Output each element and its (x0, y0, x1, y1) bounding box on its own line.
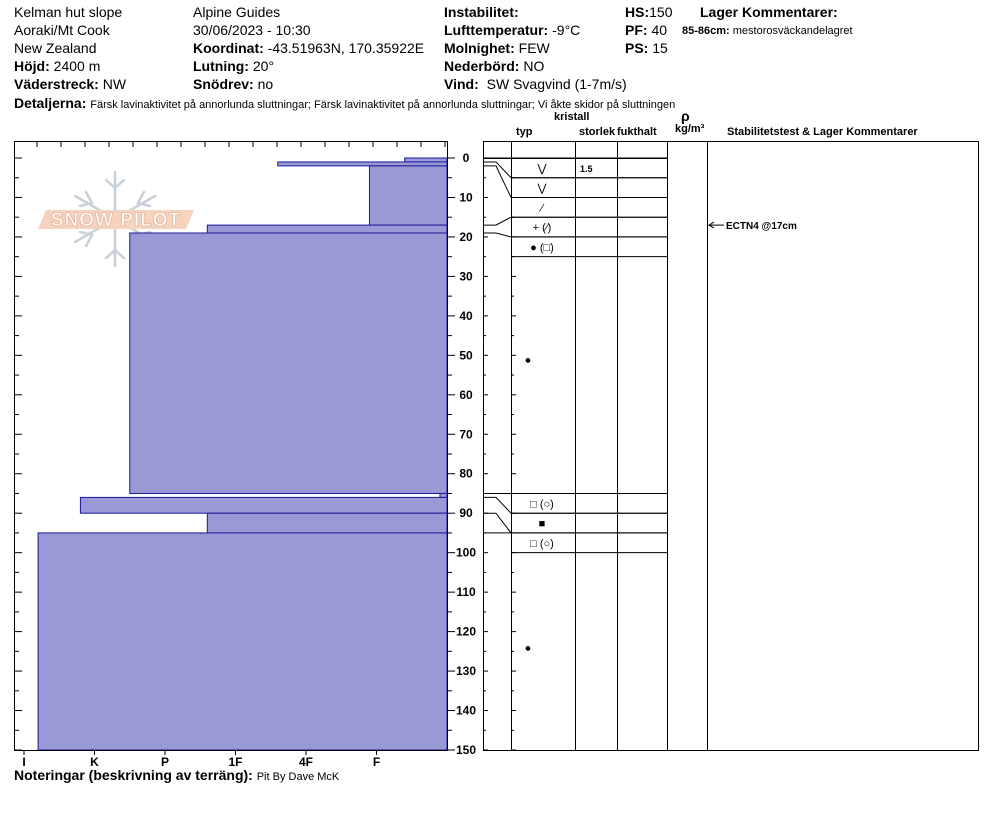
hardness-layers (38, 158, 447, 750)
layer-comment-range: 85-86cm: (682, 25, 730, 37)
sky-label: Molnighet: (444, 40, 515, 56)
stability-tests (709, 221, 797, 232)
elevation-label: Höjd: (14, 58, 50, 74)
depth-tick-label: 0 (462, 151, 470, 165)
depth-tick-label: 50 (459, 348, 473, 363)
layer-connector (483, 497, 511, 513)
coordinate-value: -43.51963N, 170.35922E (267, 40, 425, 56)
hardness-bar (369, 166, 447, 225)
grain-type-symbol: ● (524, 642, 532, 655)
details-text: Färsk lavinaktivitet på annorlunda sluttningar; Färsk lavinaktivitet på annorlunda sluttningar; Vi åkte skidor på sluttningen (90, 99, 676, 111)
sky-value: FEW (518, 40, 550, 56)
depth-tick-label: 130 (455, 664, 477, 679)
grain-type-symbol: ● (524, 354, 532, 367)
grain-type-symbol: □ (○) (530, 498, 554, 511)
grain-type-symbol: ⋁ (537, 162, 547, 175)
layer-table-frame (484, 142, 979, 751)
grain-type-symbol: ⁄ (541, 202, 543, 215)
wind-label: Vind: (444, 76, 479, 92)
density-unit-header: kg/m³ (675, 123, 705, 135)
slope-value: 20° (252, 58, 275, 74)
location-name: Kelman hut slope (14, 4, 123, 20)
layer-connectors (483, 158, 511, 533)
stability-header: Stabilitetstest & Lager Kommentarer (727, 126, 918, 138)
ps-value: 15 (652, 40, 668, 56)
region-name: Aoraki/Mt Cook (14, 22, 110, 38)
depth-tick-label: 80 (459, 466, 473, 481)
notes-label: Noteringar (beskrivning av terräng): (14, 767, 253, 783)
type-header: typ (516, 126, 533, 138)
depth-tick-label: 20 (459, 229, 473, 244)
notes-row (14, 767, 339, 784)
depth-tick-label: 100 (455, 545, 477, 560)
pf-label: PF: (625, 22, 648, 38)
notes-text: Pit By Dave McK (256, 771, 340, 783)
hardness-tick-label: 1F (228, 755, 243, 769)
grain-type-symbol: ⋁ (537, 182, 547, 195)
depth-tick-label: 110 (456, 585, 476, 600)
hardness-tick-label: P (160, 755, 170, 769)
rho-header: ρ (681, 108, 690, 124)
hs-value: 150 (649, 4, 673, 20)
hardness-bar (405, 158, 447, 162)
hardness-tick-label: I (22, 755, 26, 769)
grain-type-symbol: □ (○) (530, 537, 554, 550)
hardness-tick-label: 4F (298, 755, 314, 769)
wind-value: SW Svagvind (1-7m/s) (486, 76, 627, 92)
airtemp-label: Lufttemperatur: (444, 22, 549, 38)
aspect-label: Väderstreck: (14, 76, 99, 92)
hardness-bar (440, 493, 447, 497)
hardness-bar (207, 513, 447, 533)
aspect-value: NW (102, 76, 127, 92)
ps-label: PS: (625, 40, 649, 56)
grain-rows (511, 158, 667, 654)
hardness-bar (38, 533, 447, 750)
grain-type-symbol: ■ (538, 518, 546, 531)
slope-label: Lutning: (193, 58, 249, 74)
hardness-bar (130, 233, 447, 493)
grain-size-value: 1.5 (580, 163, 593, 174)
stability-test-label: ECTN4 @17cm (726, 221, 797, 233)
instability-label: Instabilitet: (444, 4, 519, 20)
layer-connector (483, 166, 511, 198)
layer-connector (483, 162, 511, 178)
layer-connector (483, 233, 511, 237)
layer-connector (483, 217, 511, 225)
hardness-tick-label: F (372, 755, 381, 769)
airtemp-value: -9°C (552, 22, 581, 38)
snowdrift-value: no (257, 76, 274, 92)
crystal-header: kristall (554, 111, 590, 123)
operation-name: Alpine Guides (193, 4, 281, 20)
elevation-value: 2400 m (53, 58, 101, 74)
coordinate-label: Koordinat: (193, 40, 264, 56)
precip-value: NO (523, 58, 545, 74)
depth-tick-label: 70 (459, 427, 473, 442)
layer-connector (483, 513, 511, 533)
country-name: New Zealand (14, 40, 97, 56)
grain-type-symbol: + (⁄) (532, 222, 552, 235)
depth-tick-label: 120 (455, 624, 477, 639)
observation-datetime: 30/06/2023 - 10:30 (193, 22, 311, 38)
hardness-bar (80, 497, 447, 513)
layer-comment-text: mestorosväckandelagret (732, 25, 853, 37)
hs-label: HS: (625, 4, 650, 20)
snowdrift-label: Snödrev: (193, 76, 254, 92)
moisture-header: fukthalt (617, 126, 657, 138)
grain-type-symbol: ● (□) (530, 241, 554, 254)
pf-value: 40 (651, 22, 668, 38)
size-header: storlek (579, 126, 616, 138)
depth-tick-label: 60 (459, 387, 473, 402)
hardness-bar (207, 225, 447, 233)
layer-comments-heading: Lager Kommentarer: (700, 4, 838, 20)
depth-tick-label: 10 (459, 190, 473, 205)
depth-tick-label: 90 (459, 506, 473, 521)
precip-label: Nederbörd: (444, 58, 520, 74)
depth-tick-label: 30 (459, 269, 473, 284)
depth-tick-label: 150 (455, 743, 477, 757)
hardness-bar (278, 162, 447, 166)
details-label: Detaljerna: (14, 95, 87, 111)
logo-text: SNOW PILOT (50, 210, 182, 231)
depth-tick-label: 140 (455, 703, 477, 718)
depth-tick-label: 40 (459, 308, 473, 323)
hardness-tick-label: K (90, 755, 99, 769)
